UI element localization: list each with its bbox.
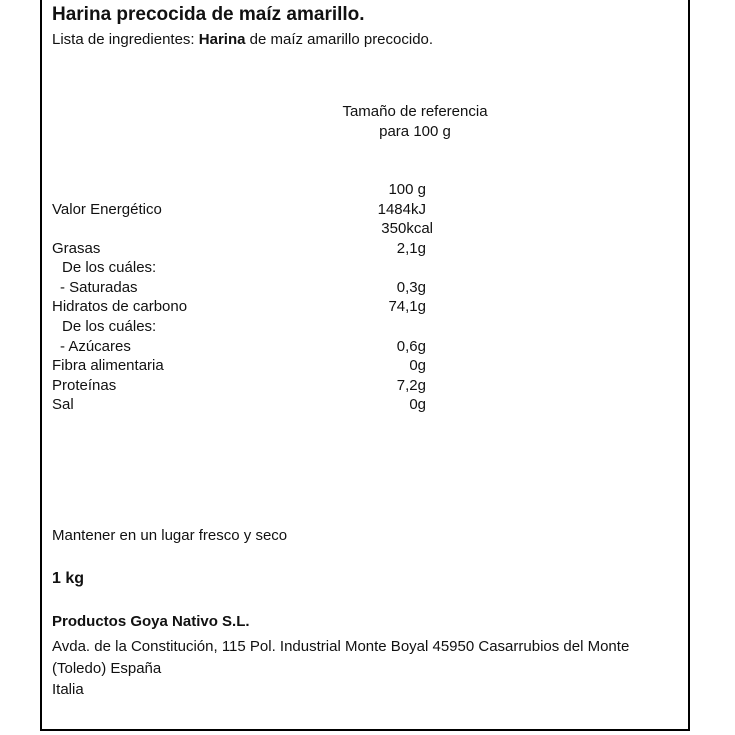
nutrient-label: De los cuáles: (62, 318, 157, 335)
nutrient-label: Hidratos de carbono (52, 298, 188, 315)
column-header: 100 g (388, 181, 426, 198)
nutrient-label: Sal (52, 396, 74, 413)
product-title: Harina precocida de maíz amarillo. (52, 4, 365, 25)
reference-size-line2: para 100 g (379, 123, 451, 140)
nutrient-row (52, 395, 432, 415)
storage-instructions: Mantener en un lugar fresco y seco (52, 527, 288, 544)
ingredients-label: Lista de ingredientes: (52, 31, 195, 48)
ingredients-rest: de maíz amarillo precocido. (249, 31, 434, 48)
nutrient-label: Fibra alimentaria (52, 357, 164, 374)
nutrient-row (52, 297, 432, 317)
nutrient-label: De los cuáles: (62, 259, 157, 276)
nutrient-row (52, 278, 432, 298)
reference-size-line1: Tamaño de referencia (342, 103, 488, 120)
nutrient-row (52, 356, 432, 376)
nutrient-row (52, 376, 432, 396)
nutrient-row (52, 317, 432, 337)
column-header-row (52, 180, 432, 200)
nutrient-value: 2,1g (396, 240, 426, 257)
nutrient-value: 0g (409, 357, 426, 374)
producer-name: Productos Goya Nativo S.L. (52, 613, 250, 630)
nutrient-value: 0,6g (396, 338, 426, 355)
energy-label: Valor Energético (52, 201, 162, 218)
country-of-origin: Italia (52, 681, 84, 698)
nutrient-label: Grasas (52, 240, 101, 257)
nutrient-label: Proteínas (52, 377, 117, 394)
producer-address: Avda. de la Constitución, 115 Pol. Industrial Monte Boyal 45950 Casarrubios del Monte (Toledo) España (52, 638, 630, 677)
energy-kj: 1484kJ (377, 201, 426, 218)
nutrient-value: 0g (409, 396, 426, 413)
energy-kcal-row (52, 219, 432, 239)
nutrient-value: 74,1g (388, 298, 426, 315)
nutrient-label: - Saturadas (60, 279, 138, 296)
nutrient-row (52, 258, 432, 278)
nutrient-value: 7,2g (396, 377, 426, 394)
energy-kcal: 350kcal (381, 220, 433, 237)
energy-row (52, 200, 432, 220)
ingredients-main: Harina (198, 31, 246, 48)
nutrient-row (52, 239, 432, 259)
nutrient-label: - Azúcares (60, 338, 131, 355)
net-weight: 1 kg (52, 570, 85, 587)
nutrient-row (52, 337, 432, 357)
nutrient-value: 0,3g (396, 279, 426, 296)
ingredients-line (52, 31, 433, 48)
